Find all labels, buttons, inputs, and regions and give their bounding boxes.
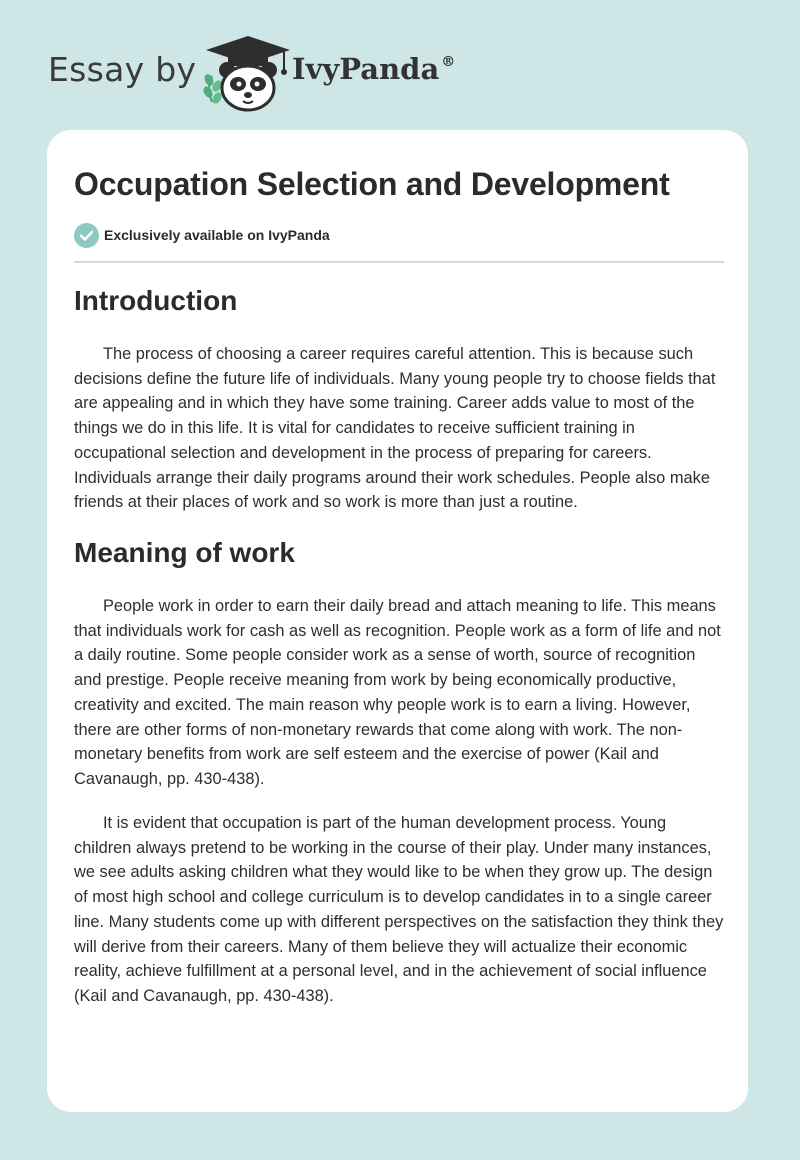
panda-graduate-icon[interactable] [198, 32, 293, 114]
exclusive-label: Exclusively available on IvyPanda [104, 227, 330, 243]
exclusive-badge [74, 222, 330, 248]
essay-by-label: Essay by [48, 50, 197, 89]
paragraph-introduction-1: The process of choosing a career requires careful attention. This is because such decisions define the future life of individuals. Many young people try to choose fields that are appealing and in which they have some training. Career adds value to most of the things we do in this life. It is vital for candidates to receive sufficient training in occupational selection and development in the process of preparing for careers. Individuals arrange their daily programs around their work schedules. People also make friends at their places of work and so work is more than just a routine. [74, 345, 716, 512]
brand-logo-text[interactable] [292, 52, 455, 86]
title-divider [74, 261, 724, 263]
paragraph-meaning-of-work-1: People work in order to earn their daily bread and attach meaning to life. This means that individuals work for cash as well as recognition. People work as a form of life and not a daily routine. Some people consider work as a sense of worth, source of recognition and prestige. People receive meaning from work by being economically productive, creativity and excited. The main reason why people work is to earn a living. However, there are other forms of non-monetary rewards that come along with work. The non-monetary benefits from work are self esteem and the exercise of power (Kail and Cavanaugh, pp. 430-438). [74, 597, 721, 788]
section-heading-introduction: Introduction [74, 285, 238, 316]
registered-mark: ® [441, 54, 456, 70]
site-header [0, 0, 800, 130]
paragraph-meaning-of-work-2: It is evident that occupation is part of the human development process. Young children always pretend to be working in the course of their play. Under many instances, we see adults asking children what they would like to be when they grow up. The design of most high school and college curriculum is to develop candidates in to a single career line. Many students come up with different perspectives on the satisfaction they think they will derive from their careers. Many of them believe they will actualize their economic reality, achieve fulfillment at a personal level, and in the achievement of social influence (Kail and Cavanaugh, pp. 430-438). [74, 814, 724, 1005]
check-circle-icon [74, 223, 99, 248]
essay-card [47, 130, 748, 1112]
brand-name: IvyPanda [292, 52, 440, 86]
section-heading-meaning-of-work: Meaning of work [74, 537, 295, 568]
page-title: Occupation Selection and Development [74, 166, 670, 202]
